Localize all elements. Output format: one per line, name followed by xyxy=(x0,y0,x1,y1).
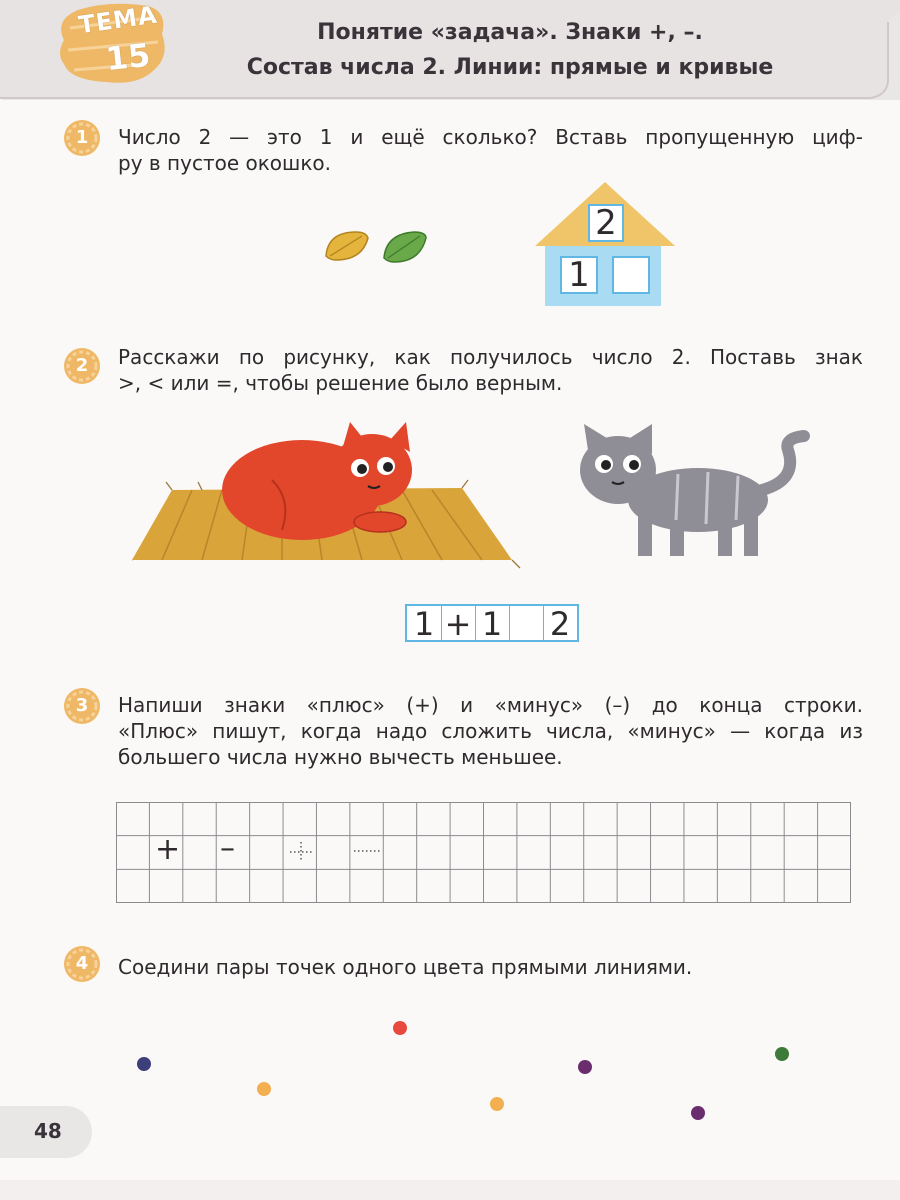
task-number-badge xyxy=(62,346,102,386)
eq-cell: 2 xyxy=(549,605,571,643)
page-edge xyxy=(0,1180,900,1200)
dotted-minus-icon xyxy=(352,846,384,856)
equation-row xyxy=(405,604,579,642)
eq-cell: 1 xyxy=(407,606,442,640)
house-icon xyxy=(530,180,680,310)
task4-text xyxy=(118,954,778,980)
task2-text xyxy=(118,344,863,396)
plus-sample: + xyxy=(155,832,181,867)
minus-sample: – xyxy=(220,831,235,866)
orange-dot[interactable] xyxy=(257,1082,271,1096)
task-number: 1 xyxy=(75,127,89,148)
house-top-cell: 2 xyxy=(588,204,624,242)
task2-line2: >, < или =, чтобы решение было верным. xyxy=(118,371,563,395)
eq-answer-cell[interactable] xyxy=(509,606,544,640)
dotted-plus-icon xyxy=(286,840,316,864)
task1-line2: ру в пустое окошко. xyxy=(118,151,332,175)
task4-line1: Соедини пары точек одного цвета прямыми линиями. xyxy=(118,955,693,979)
task-number-badge xyxy=(62,944,102,984)
task-number-badge xyxy=(62,118,102,158)
house-right-cell[interactable] xyxy=(612,256,650,294)
task1-line1: Число 2 — это 1 и ещё сколько? Вставь пропущенную циф- xyxy=(118,125,863,149)
task-number: 3 xyxy=(75,695,89,716)
red-cat-icon xyxy=(222,422,412,540)
red-dot[interactable] xyxy=(393,1021,407,1035)
page-number: 48 xyxy=(34,1119,62,1143)
writing-grid[interactable] xyxy=(116,802,851,903)
number-house xyxy=(530,180,680,310)
green-leaf-icon xyxy=(384,232,426,262)
orange-dot[interactable] xyxy=(490,1097,504,1111)
page-title-line2: Состав числа 2. Линии: прямые и кривые xyxy=(246,55,774,80)
red-cat-on-rug-illustration xyxy=(132,420,522,570)
page-title-line1: Понятие «задача». Знаки +, –. xyxy=(317,20,703,45)
topic-number: 15 xyxy=(103,35,153,79)
task3-line3: большего числа нужно вычесть меньшее. xyxy=(118,745,563,769)
task1-text xyxy=(118,124,863,176)
task3-line2: «Плюс» пишут, когда надо сложить числа, «минус» — когда из xyxy=(118,719,863,743)
task-number-badge xyxy=(62,686,102,726)
gray-cat-illustration xyxy=(548,420,818,570)
task-number: 2 xyxy=(75,355,89,376)
task2-line1: Расскажи по рисунку, как получилось число 2. Поставь знак xyxy=(118,345,863,369)
green-dot[interactable] xyxy=(775,1047,789,1061)
navy-dot[interactable] xyxy=(137,1057,151,1071)
eq-cell: 1 xyxy=(475,606,510,640)
house-left-cell: 1 xyxy=(560,256,598,294)
purple-dot[interactable] xyxy=(691,1106,705,1120)
topic-word: ТЕМА xyxy=(76,0,160,40)
eq-cell: + xyxy=(441,606,476,640)
purple-dot[interactable] xyxy=(578,1060,592,1074)
task-number: 4 xyxy=(75,953,89,974)
yellow-leaf-icon xyxy=(326,232,368,260)
leaves-illustration xyxy=(322,226,432,268)
gray-cat-icon xyxy=(580,424,804,556)
task3-text xyxy=(118,692,863,770)
task3-line1: Напиши знаки «плюс» (+) и «минус» (–) до конца строки. xyxy=(118,693,863,717)
